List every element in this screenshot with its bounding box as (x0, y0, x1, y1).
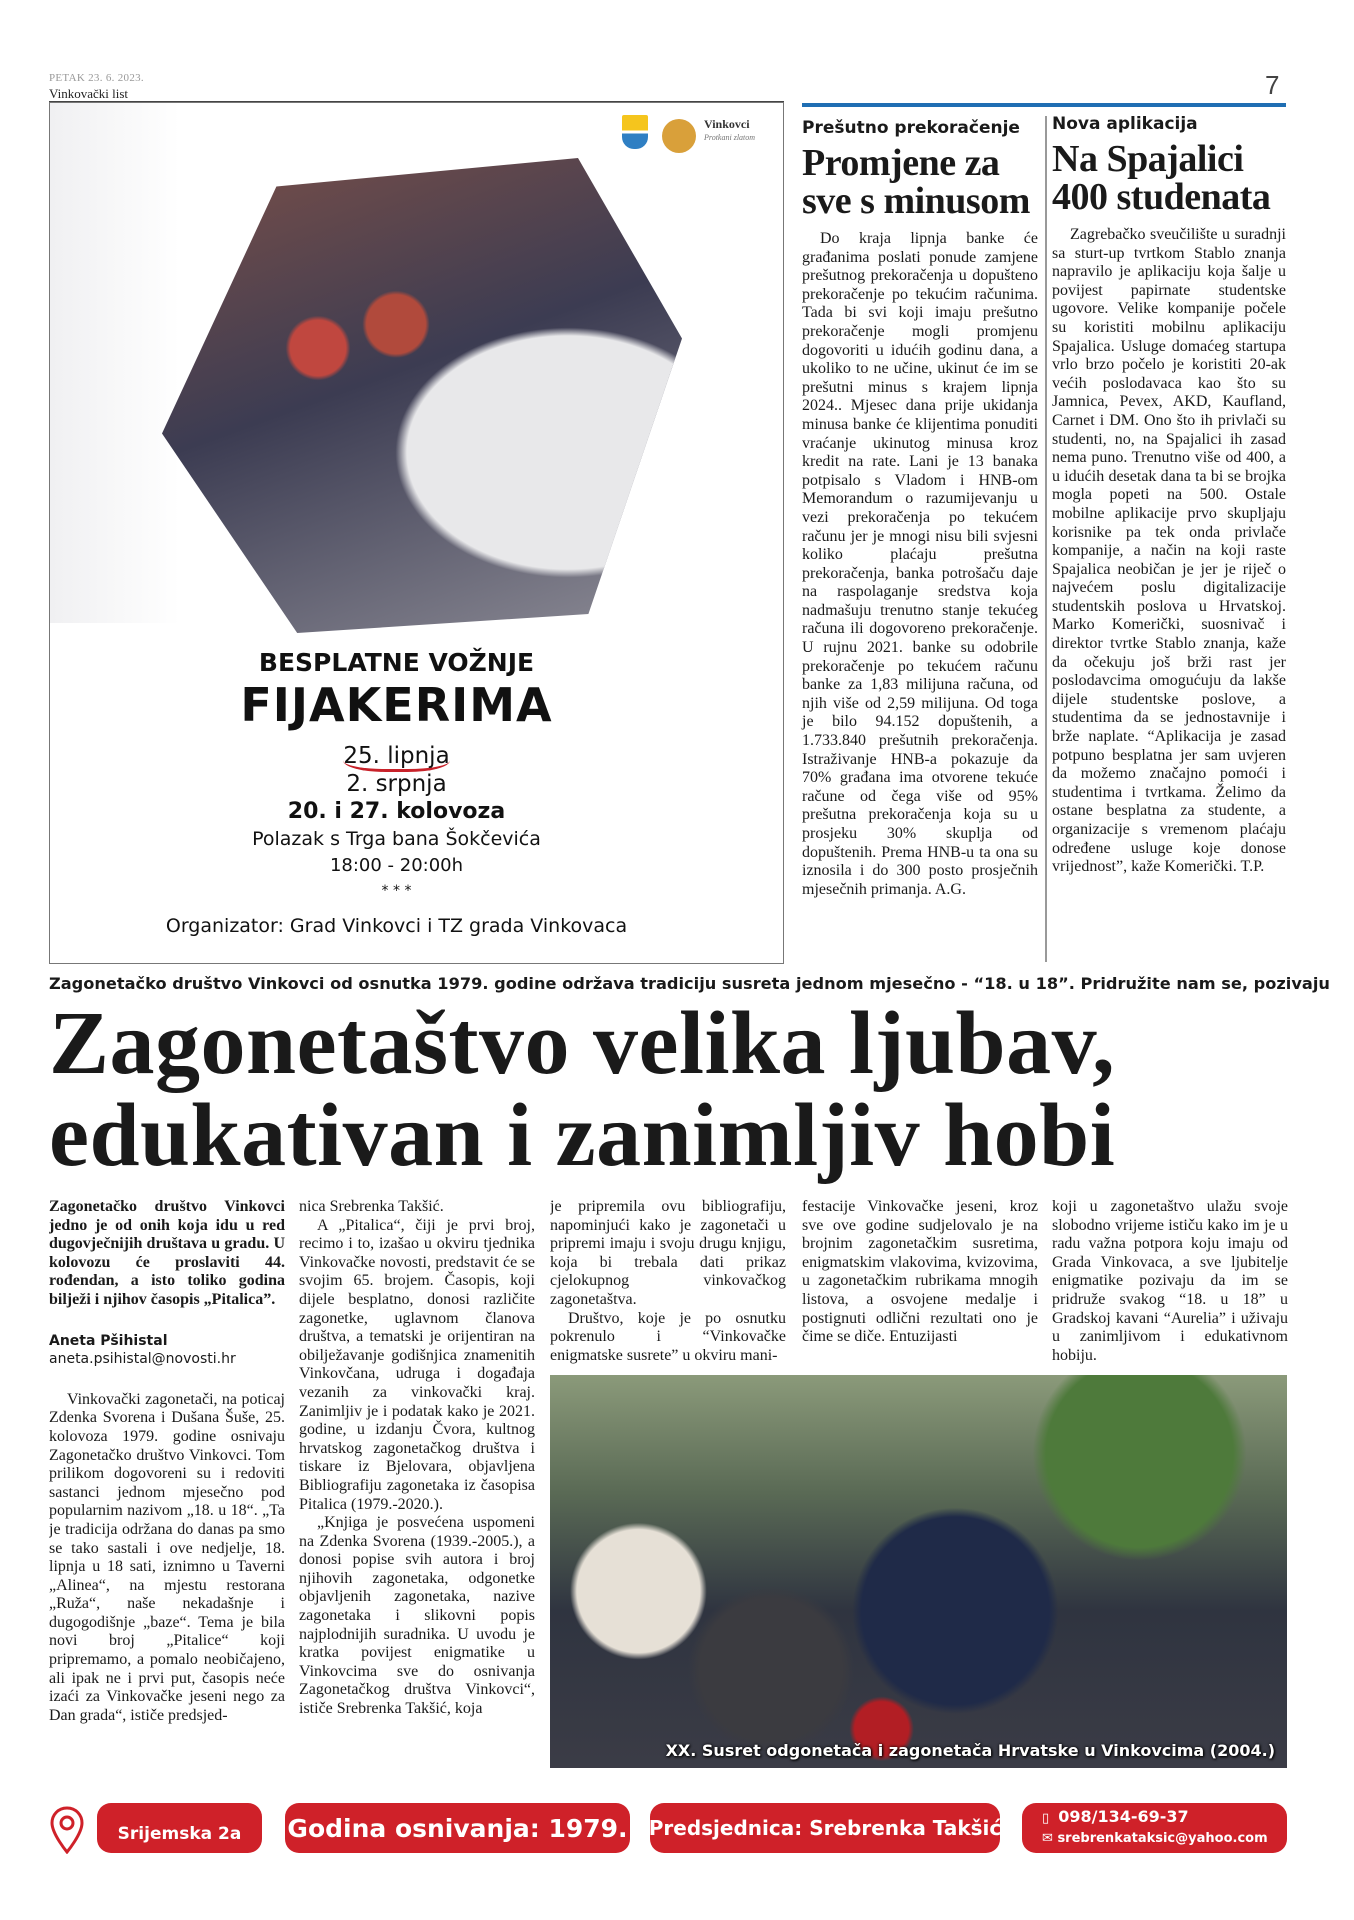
ad-line1: BESPLATNE VOŽNJE (258, 648, 535, 677)
main-column-4 (802, 1198, 1038, 1368)
ad-logos (622, 111, 772, 157)
ad-date1-text: 25. lipnja (343, 743, 449, 772)
logo-name: Vinkovci (704, 117, 750, 131)
headline-line2: edukativan i zanimljiv hobi (49, 1086, 1116, 1185)
ad-photo-fijaker (162, 158, 682, 633)
main-column-5 (1052, 1198, 1288, 1368)
main-article-headline (49, 994, 1116, 1185)
ad-line2: FIJAKERIMA (240, 678, 553, 732)
headline-line1: Zagonetaštvo velika ljubav, (49, 994, 1116, 1093)
ad-departure: Polazak s Trga bana Šokčevića (252, 828, 541, 850)
author-name: Aneta Pšihistal (49, 1332, 168, 1349)
group-photo (550, 1375, 1287, 1768)
footer-president: Predsjednica: Srebrenka Takšić (650, 1803, 1000, 1853)
ad-date2: 2. srpnja (346, 771, 447, 797)
article-overdraft (802, 118, 1038, 899)
ad-date1 (49, 743, 763, 769)
paragraph: koji u zagonetaštvo ulažu svoje slobodno vrijeme ističu kako im je u radu važna potpora koju imaju od Grada Vinkovaca, a sve ljubitelje enigmatike pozivaju da im se pridruže svakog “18. u 18” u Gradskoj kavani “Aurelia” i uživaju u zanimljivom i edukativnom hobiju. (1052, 1198, 1288, 1364)
email-row (1042, 1829, 1268, 1849)
phone-number[interactable]: 098/134-69-37 (1058, 1807, 1189, 1826)
main-article-kicker: Zagonetačko društvo Vinkovci od osnutka 1979. godine održava tradiciju susreta jednom mjesečno - “18. u 18”. Pridružite nam se, pozivaju (49, 974, 1330, 993)
column-divider (1045, 116, 1047, 962)
footer-founded: Godina osnivanja: 1979. (285, 1803, 630, 1853)
footer-address: Srijemska 2a (97, 1803, 262, 1853)
phone-row (1042, 1807, 1189, 1829)
advertisement-fijaker (49, 102, 784, 964)
paragraph: Do kraja lipnja banke će građanima poslati ponude zamjene prešutnog prekoračenja u dopušteno prekoračenje po tekućim računima. Tada bi svi koji imaju prešutno prekoračenje mogli promjenu dogovoriti u idućih godinu dana, a ukoliko to ne učine, ukinut će im se prešutni minus s krajem lipnja 2024.. Mjesec dana prije ukidanja minusa banke će klijentima ponuditi vraćanje ukinutog minusa kroz kredit na rate. Lani je 13 banaka potpisalo s Vladom i HNB-om Memorandum o razumijevanju u vezi prekoračenja po tekućem računu jer je mnogi nisu bili svjesni koliko plaćaju prešutna prekoračenja, banka potrošaču daje na raspolaganje sredstva koja nadmašuju trenutno stanje tekućeg računa ili dogovoreno prekoračenje. U rujnu 2021. banke su odobrile prekoračenje po tekućem računu banke za 1,83 milijuna računa, od njih više od 2,59 milijuna. Od toga je bilo 94.152 dopuštenih, a 1.733.840 prešutnih prekoračenja. Istraživanje HNB-a pokazuje da 70% građana ima otvorene tekuće račune od čega više od 95% prešutna prekoračenja koja su u prosjeku 30% skuplja od dopuštenih. Prema HNB-u ta ona su iznosila i do 300 posto prosječnih mjesečnih primanja. A.G. (802, 230, 1038, 898)
logo-tagline: Protkani zlatom (704, 133, 756, 142)
section-rule (802, 103, 1286, 107)
article-body (1052, 226, 1286, 877)
paragraph: A „Pitalica“, čiji je prvi broj, recimo i to, izašao u okviru tjednika Vinkovačke novosti, predstavit će se svojim 65. brojem. Časopis, koji dijele besplatno, donosi različite zagonetke, uglavnom članova društva, a tematski je orijentiran na obilježavanje godišnjica znamenitih Vinkovčana, udruga i događaja vezanih za vinkovački kraj. Zanimljiv je i podatak kako je 2021. godine, u izdanju Čvora, kultnog hrvatskog zagonetačkog društva i tiskare iz Bjelovara, objavljena Bibliografiju zagonetaka iz časopisa Pitalica (1979.-2020.). (299, 1216, 535, 1513)
article-kicker: Prešutno prekoračenje (802, 118, 1020, 138)
ad-stars: * * * (381, 883, 412, 899)
city-coat-of-arms-icon (622, 115, 648, 149)
article-kicker: Nova aplikacija (1052, 114, 1198, 134)
paragraph: Vinkovački zagonetači, na poticaj Zdenka Svorena i Dušana Šuše, 25. kolovoza 1979. godine osnivaju Zagonetačko društvo Vinkovci. Tom prilikom dogovoreni su i redoviti sastanci jednom mjesečno pod popularnim nazivom „18. u 18“. „Ta je tradicija održana do danas pa smo se tako sastali i ove nedjelje, 18. lipnja u 18 sati, iznimno u Taverni „Alinea“, na mjestu restorana „Ruža“, naše nekadašnje i dugogodišnje „baze“. Tema je bila novi broj „Pitalice“ koji pripremamo, a pomalo neobičajeno, ali ipak ne i prvi put, časopis neće izaći za Vinkovačke jeseni nego za Dan grada“, ističe predsjed- (49, 1390, 285, 1724)
main-column-3 (550, 1198, 786, 1368)
article-title: Na Spajalici 400 studenata (1052, 138, 1271, 218)
paragraph: Društvo, koje je po osnutku pokrenulo i “Vinkovačke enigmatske susrete” u okviru mani- (550, 1309, 786, 1364)
ad-date3: 20. i 27. kolovoza (287, 799, 506, 824)
paragraph: festacije Vinkovačke jeseni, kroz sve ove godine sudjelovalo je na brojnim zagonetačkim susretima, enigmatskim vlakovima, kvizovima, u zagonetačkim rubrikama mnogih listova, a osvojene medalje i postignuti odlični rezultati ono je čime se diče. Entuzijasti (802, 1198, 1038, 1346)
footer-contact (1022, 1803, 1287, 1853)
article-lead: Zagonetačko društvo Vinkovci jedno je od onih koja idu u red dugovječnijih društava u gradu. U kolovozu će proslaviti 44. rođendan, a isto toliko godina bilježi i njihov časopis „Pitalica”. (49, 1198, 285, 1308)
tourist-board-logo-icon (662, 119, 696, 153)
photo-caption: XX. Susret odgonetača i zagonetača Hrvatske u Vinkovcima (2004.) (665, 1741, 1275, 1760)
envelope-icon: ✉ (1042, 1831, 1053, 1846)
article-title: Promjene za sve s minusom (802, 142, 1030, 222)
ad-background (50, 103, 180, 623)
page-number: 7 (1265, 70, 1280, 100)
paragraph: je pripremila ovu bibliografiju, napominjući kako je zagonetači u pripremi imaju i svoju drugu knjigu, koja bi trebala dati prikaz cjelokupnog vinkovačkog zagonetaštva. (550, 1198, 786, 1308)
main-column-1 (49, 1198, 285, 1768)
ad-time: 18:00 - 20:00h (329, 855, 464, 876)
paragraph: „Knjiga je posvećena uspomeni na Zdenka Svorena (1939.-2005.), a donosi popise svih autora i broj njihovih zagonetaka, odgonetke objavljenih zagonetaka, nazive zagonetaka i slikovni popis najplodnijih suradnika. U uvodu je kratka povijest enigmatike u Vinkovcima sve do osnivanja Zagonetačkog društva Vinkovci“, ističe Srebrenka Takšić, koja (299, 1514, 535, 1718)
ad-organizer: Organizator: Grad Vinkovci i TZ grada Vinkovaca (165, 915, 628, 937)
author-email[interactable]: aneta.psihistal@novosti.hr (49, 1351, 236, 1368)
issue-date: PETAK 23. 6. 2023. (49, 72, 144, 84)
article-spajalica (1052, 114, 1286, 877)
paragraph: nica Srebrenka Takšić. (299, 1198, 444, 1215)
contact-email[interactable]: srebrenkataksic@yahoo.com (1057, 1831, 1268, 1846)
main-column-2 (299, 1198, 535, 1768)
article-body (802, 230, 1038, 899)
phone-icon: ▯ (1042, 1811, 1050, 1826)
newspaper-name: Vinkovački list (49, 86, 129, 101)
location-pin-icon (49, 1806, 85, 1854)
paragraph: Zagrebačko sveučilište u suradnji sa sturt-up tvrtkom Stablo znanja napravilo je aplikaciju koja šalje u povijest papirnate studentske ugovore. Velike kompanije počele su koristiti mobilnu aplikaciju Spajalica. Usluge domaćeg startupa vrlo brzo počelo je koristiti 20-ak većih poslodavaca kao što su Jamnica, Pevex, AKD, Kaufland, Carnet i DM. Ono što ih privlači su studenti, no, na Spajalici ih zasad nema puno. Trenutno više od 400, a u idućih desetak dana ta bi se brojka mogla popeti na 500. Ostale mobilne aplikacije prvo skupljaju korisnike pa tek onda privlače kompanije, a način na koji raste Spajalica neobičan je jer je riječ o najvećem poslu digitalizacije studentskih poslova u Hrvatskoj. Marko Komerički, suosnivač i direktor tvrtke Stablo znanja, kaže da očekuju još brži rast jer poslodavcima omogućuju da lakše dijele studentske poslove, a studentima da se jednostavnije i brže naplate. “Aplikacija je zasad potpuno besplatna jer sam uvjeren da možemo značajno pomoći i studentima i tvrtkama. Želimo da ostane besplatna za studente, a organizacije s vremenom plaćaju određene usluge koje donose vrijednost”, kaže Komerički. T.P. (1052, 226, 1286, 876)
